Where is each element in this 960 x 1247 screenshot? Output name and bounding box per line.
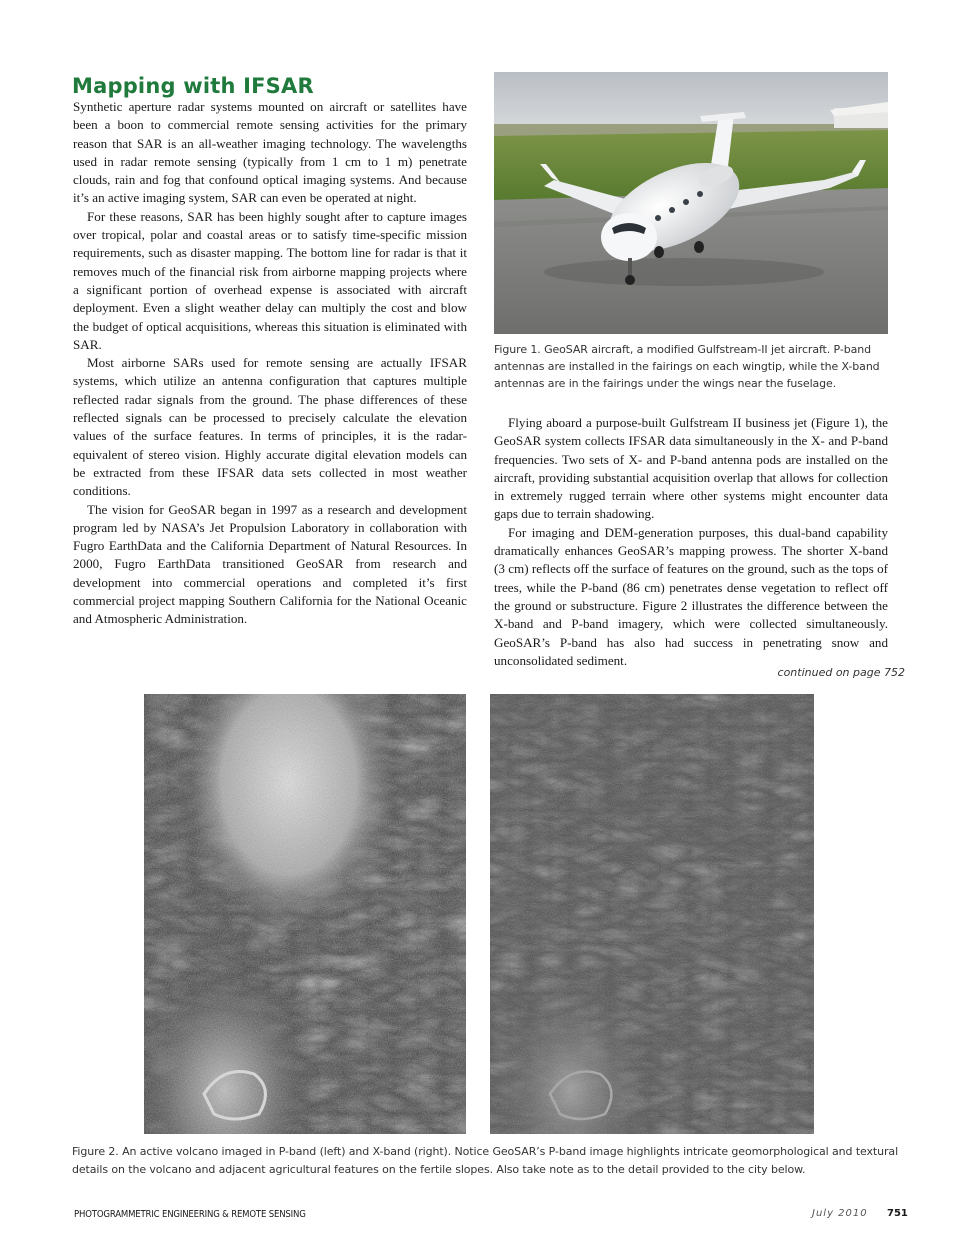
figure-1-aircraft-photo [494, 72, 888, 334]
right-column [494, 414, 888, 670]
left-column [73, 98, 467, 629]
continued-note: continued on page 752 [777, 666, 905, 679]
section-title: Mapping with IFSAR [72, 74, 314, 98]
paragraph: Most airborne SARs used for remote sensing are actually IFSAR systems, which utilize an antenna configuration that captures multiple reflected radar signals from the ground. The phase differences of these reflected signals can be processed to precisely calculate the elevation values of the surface features. In terms of principles, it is the radar-equivalent of stereo vision. Highly accurate digital elevation models can be extracted from these IFSAR data sets collected in most weather conditions. [73, 355, 467, 499]
paragraph: The vision for GeoSAR began in 1997 as a research and development program led by NASA’s Jet Propulsion Laboratory in collaboration with Fugro EarthData and the California Department of Natural Resources. In 2000, Fugro EarthData transitioned GeoSAR from research and development into commercial operations and completed it’s first commercial project mapping Southern California for the National Oceanic and Atmospheric Administration. [73, 501, 467, 627]
footer-date: July 2010 [812, 1208, 868, 1219]
paragraph: Synthetic aperture radar systems mounted on aircraft or satellites have been a boon to commercial remote sensing activities for the primary reason that SAR is an all-weather imaging technology. The wavelengths used in radar remote sensing (typically from 1 cm to 1 m) penetrate clouds, rain and fog that confound optical imaging systems. And because it’s an active imaging system, SAR can even be operated at night. [73, 99, 467, 206]
figure-2-p-band-image [144, 694, 466, 1134]
paragraph: For imaging and DEM-generation purposes, this dual-band capability dramatically enhances GeoSAR’s mapping prowess. The shorter X-band (3 cm) reflects off the surface of features on the ground, such as the tops of trees, while the P-band (86 cm) penetrates dense vegetation to reflect off the ground or substructure. Figure 2 illustrates the difference between the X-band and P-band imagery, which were collected simultaneously. GeoSAR’s P-band has also had success in penetrating snow and unconsolidated sediment. [494, 524, 888, 668]
paragraph: For these reasons, SAR has been highly sought after to capture images over tropical, polar and coastal areas or to satisfy time-specific mission requirements, such as disaster mapping. The bottom line for radar is that it removes much of the financial risk from airborne mapping projects where a significant portion of overhead expense is associated with aircraft deployment. Even a slight weather delay can multiply the cost and blow the budget of optical acquisitions, whereas this situation is eliminated with SAR. [73, 208, 467, 352]
paragraph: Flying aboard a purpose-built Gulfstream II business jet (Figure 1), the GeoSAR system collects IFSAR data simultaneously in the X- and P-band frequencies. Two sets of X- and P-band antenna pods are installed on the aircraft, providing substantial acquisition overlap that allows for collection in extremely rugged terrain where other systems might encounter data gaps due to terrain shadowing. [494, 415, 888, 522]
footer-journal-name: PHOTOGRAMMETRIC ENGINEERING & REMOTE SENSING [74, 1209, 306, 1220]
aircraft-illustration [494, 72, 888, 334]
figure-2-caption: Figure 2. An active volcano imaged in P-band (left) and X-band (right). Notice GeoSAR’s P-band image highlights intricate geomorphological and textural details on the volcano and adjacent agricultural features on the fertile slopes. Also take note as to the detail provided to the city below. [72, 1145, 899, 1176]
figure-1-caption: Figure 1. GeoSAR aircraft, a modified Gulfstream-II jet aircraft. P-band antennas are installed in the fairings on each wingtip, while the X-band antennas are in the fairings under the wings near the fuselage. [494, 343, 880, 390]
figure-2-x-band-image [490, 694, 814, 1134]
footer-page-number: 751 [887, 1208, 908, 1219]
x-band-radar-illustration [490, 694, 814, 1134]
p-band-radar-illustration [144, 694, 466, 1134]
